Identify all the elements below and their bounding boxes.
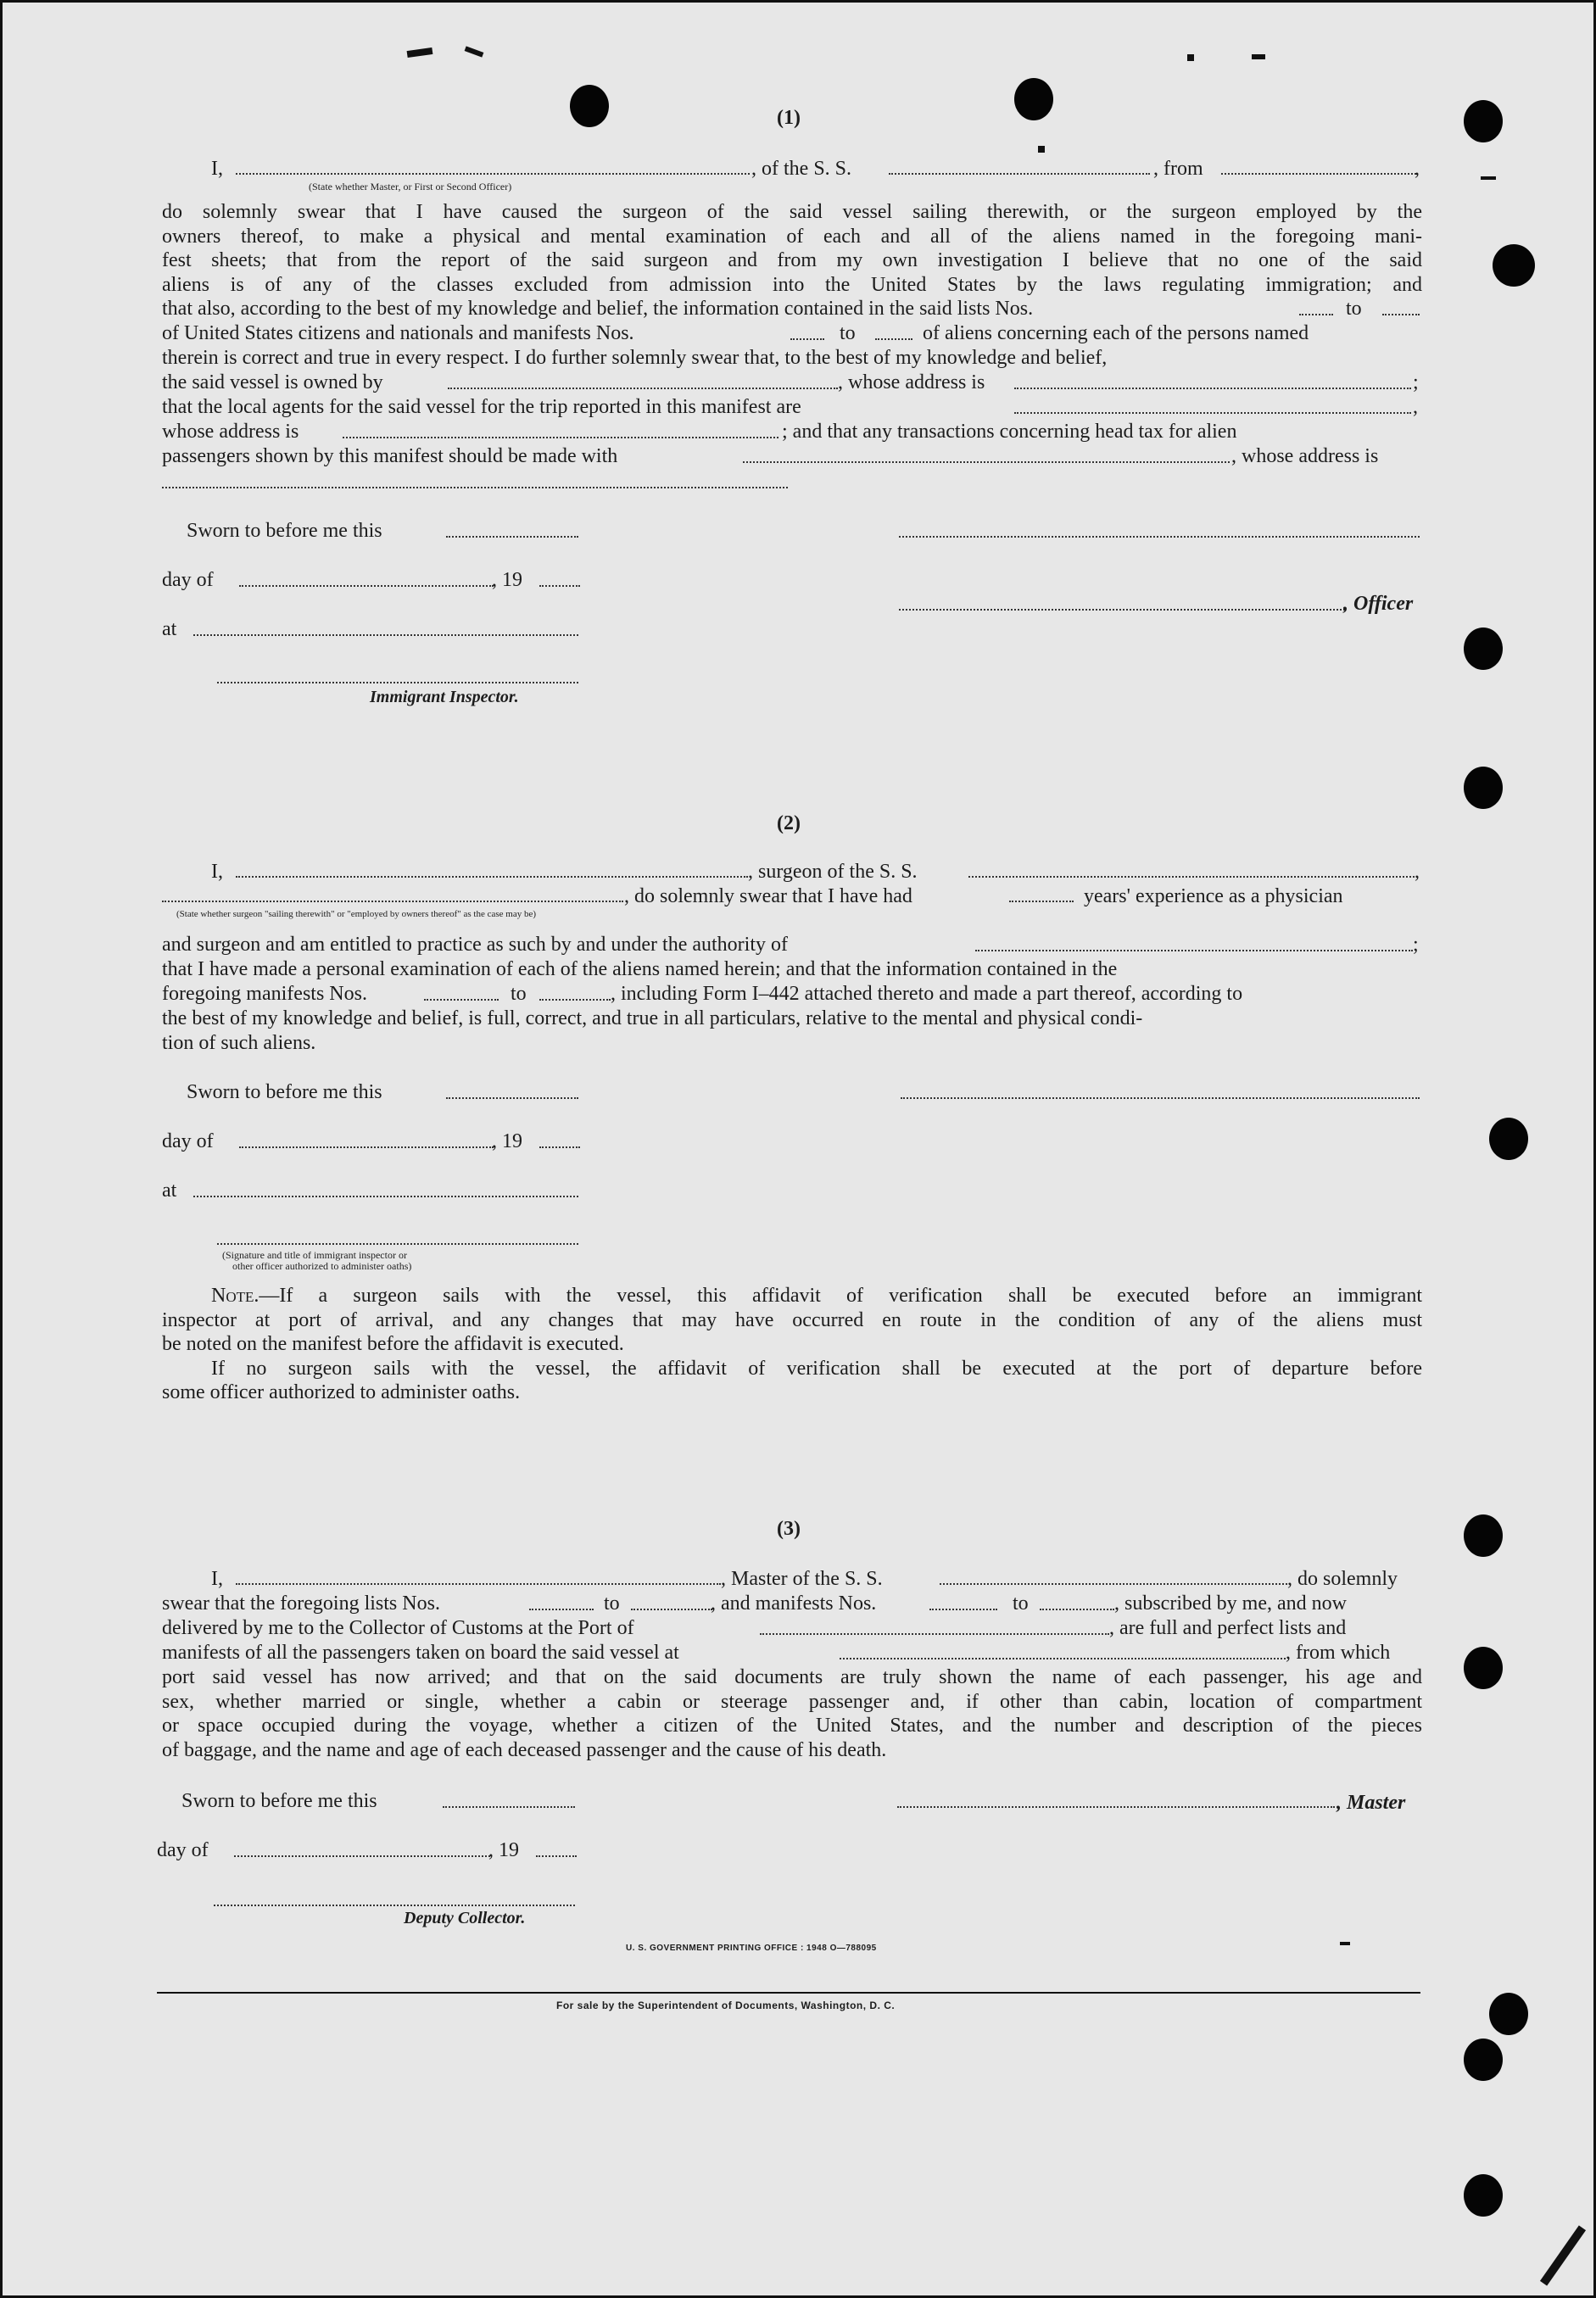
text: ; bbox=[1413, 934, 1419, 956]
blank-field[interactable] bbox=[236, 173, 750, 175]
text: , 19 bbox=[492, 1130, 522, 1152]
text-line: If no surgeon sails with the vessel, the affidavit of verification shall be executed at the port of departure before bbox=[211, 1357, 1422, 1380]
text: , subscribed by me, and now bbox=[1114, 1592, 1347, 1615]
blank-field[interactable] bbox=[443, 1806, 575, 1808]
text-line: port said vessel has now arrived; and that on the said documents are truly shown the name of each passenger, his age and bbox=[162, 1666, 1422, 1688]
punch-hole bbox=[1464, 1514, 1503, 1557]
blank-field[interactable] bbox=[539, 999, 611, 1001]
note-text: —If a surgeon sails with the vessel, this affidavit of verification shall be executed before an immigrant bbox=[259, 1285, 1422, 1307]
speck bbox=[1340, 1942, 1350, 1945]
text: passengers shown by this manifest should be made with bbox=[162, 445, 618, 467]
speck bbox=[1187, 54, 1194, 61]
text: therein is correct and true in every respect. I do further solemnly swear that, to the best of my knowledge and belief, bbox=[162, 347, 1108, 369]
blank-field[interactable] bbox=[1299, 314, 1333, 315]
text-line: of baggage, and the name and age of each deceased passenger and the cause of his death. bbox=[162, 1738, 887, 1761]
text: that I have made a personal examination of each of the aliens named herein; and that the information contained in the bbox=[162, 958, 1118, 980]
text: , Master of the S. S. bbox=[721, 1568, 883, 1590]
blank-field[interactable] bbox=[239, 1146, 494, 1148]
blank-field[interactable] bbox=[193, 1196, 578, 1197]
blank-field[interactable] bbox=[1040, 1609, 1114, 1610]
text: of United States citizens and nationals and manifests Nos. bbox=[162, 322, 634, 344]
punch-hole bbox=[1489, 1118, 1528, 1160]
blank-field[interactable] bbox=[975, 950, 1413, 951]
text: to bbox=[604, 1592, 620, 1615]
speck bbox=[1252, 54, 1265, 59]
text: swear that the foregoing lists Nos. bbox=[162, 1592, 440, 1615]
text: , bbox=[1413, 396, 1418, 418]
text: that also, according to the best of my knowledge and belief, the information contained in the said lists Nos. bbox=[162, 298, 1034, 320]
officer-label: , Officer bbox=[1343, 593, 1414, 615]
text: ; and that any transactions concerning head tax for alien bbox=[782, 421, 1237, 443]
speck bbox=[1038, 146, 1045, 153]
text: , bbox=[1415, 861, 1420, 883]
punch-hole bbox=[570, 85, 609, 127]
punch-hole bbox=[1464, 627, 1503, 670]
text: , and manifests Nos. bbox=[711, 1592, 877, 1615]
signature-caption: other officer authorized to administer oaths) bbox=[232, 1260, 412, 1272]
blank-field[interactable] bbox=[193, 634, 578, 636]
signature-line[interactable] bbox=[899, 536, 1420, 538]
text: manifests of all the passengers taken on board the said vessel at bbox=[162, 1642, 679, 1664]
text: Sworn to before me this bbox=[187, 1081, 382, 1103]
text: I, bbox=[211, 1568, 223, 1590]
text: , 19 bbox=[492, 569, 522, 591]
text-line: aliens is of any of the classes excluded from admission into the United States by the laws regulating immigration; and bbox=[162, 273, 1422, 296]
signature-caption: (Signature and title of immigrant inspector or bbox=[222, 1249, 407, 1261]
text: that the local agents for the said vessel for the trip reported in this manifest are bbox=[162, 396, 801, 418]
divider bbox=[157, 1992, 1420, 1994]
blank-field[interactable] bbox=[424, 999, 499, 1001]
blank-field[interactable] bbox=[1221, 173, 1416, 175]
section-number: (1) bbox=[777, 107, 801, 129]
blank-field[interactable] bbox=[1009, 901, 1074, 902]
text-line: inspector at port of arrival, and any changes that may have occurred en route in the condition of any of the aliens must bbox=[162, 1308, 1422, 1331]
text: tion of such aliens. bbox=[162, 1032, 316, 1054]
text-line: be noted on the manifest before the affidavit is executed. bbox=[162, 1333, 624, 1356]
text-line: or space occupied during the voyage, whether a citizen of the United States, and the number and description of the pieces bbox=[162, 1715, 1422, 1737]
signature-line[interactable] bbox=[217, 1243, 578, 1245]
text: I, bbox=[211, 861, 223, 883]
punch-hole bbox=[1493, 244, 1535, 287]
text: the said vessel is owned by bbox=[162, 371, 383, 393]
blank-field[interactable] bbox=[929, 1609, 997, 1610]
text-line: do solemnly swear that I have caused the surgeon of the said vessel sailing therewith, or the surgeon employed by the bbox=[162, 201, 1422, 223]
text: I, bbox=[211, 158, 223, 180]
deputy-collector-label: Deputy Collector. bbox=[404, 1909, 526, 1927]
text: Sworn to before me this bbox=[187, 520, 382, 542]
text: delivered by me to the Collector of Customs at the Port of bbox=[162, 1617, 634, 1639]
note-paragraph bbox=[162, 1284, 1422, 1405]
text-line bbox=[162, 1284, 1422, 1308]
signature-line[interactable] bbox=[901, 1097, 1420, 1099]
master-label: , Master bbox=[1337, 1792, 1406, 1814]
speck bbox=[1481, 176, 1496, 180]
punch-hole bbox=[1464, 767, 1503, 809]
text: the best of my knowledge and belief, is full, correct, and true in all particulars, relative to the mental and physical condi- bbox=[162, 1007, 1143, 1029]
text: foregoing manifests Nos. bbox=[162, 983, 367, 1005]
text-line: owners thereof, to make a physical and mental examination of each and all of the aliens named in the foregoing mani- bbox=[162, 225, 1422, 248]
field-caption: (State whether Master, or First or Second Officer) bbox=[309, 181, 512, 192]
text: to bbox=[840, 322, 856, 344]
blank-field[interactable] bbox=[239, 585, 494, 587]
text: day of bbox=[162, 1130, 214, 1152]
affidavit-paragraph bbox=[162, 1665, 1422, 1762]
text: , bbox=[1415, 158, 1420, 180]
inspector-label: Immigrant Inspector. bbox=[370, 688, 519, 706]
punch-hole bbox=[1464, 2039, 1503, 2081]
text: , do solemnly swear that I have had bbox=[624, 885, 912, 907]
note-label: Note. bbox=[211, 1285, 259, 1307]
punch-hole bbox=[1014, 78, 1053, 120]
text-line: some officer authorized to administer oaths. bbox=[162, 1381, 521, 1404]
text-line: sex, whether married or single, whether a cabin or steerage passenger and, if other than cabin, location of compartment bbox=[162, 1690, 1422, 1713]
text: , from bbox=[1153, 158, 1203, 180]
blank-field[interactable] bbox=[236, 1583, 721, 1585]
text: at bbox=[162, 1180, 177, 1202]
blank-field[interactable] bbox=[631, 1609, 712, 1610]
section-number: (2) bbox=[777, 812, 801, 834]
blank-field[interactable] bbox=[968, 876, 1415, 878]
blank-field[interactable] bbox=[446, 1097, 578, 1099]
text: to bbox=[1346, 298, 1362, 320]
text: day of bbox=[162, 569, 214, 591]
printing-office-line: U. S. GOVERNMENT PRINTING OFFICE : 1948 O—788095 bbox=[626, 1944, 877, 1953]
blank-field[interactable] bbox=[446, 536, 578, 538]
blank-field[interactable] bbox=[790, 338, 824, 340]
blank-field[interactable] bbox=[1014, 412, 1411, 414]
punch-hole bbox=[1489, 1993, 1528, 2035]
blank-field[interactable] bbox=[743, 461, 1230, 463]
blank-field[interactable] bbox=[343, 437, 778, 438]
punch-hole bbox=[1464, 1647, 1503, 1689]
text: , from which bbox=[1286, 1642, 1391, 1664]
blank-field[interactable] bbox=[875, 338, 912, 340]
blank-field[interactable] bbox=[162, 901, 623, 902]
text: , of the S. S. bbox=[751, 158, 852, 180]
section-number: (3) bbox=[777, 1518, 801, 1540]
blank-field[interactable] bbox=[448, 388, 838, 389]
text-line: fest sheets; that from the report of the said surgeon and from my own investigation I believe that no one of the said bbox=[162, 249, 1422, 272]
blank-field[interactable] bbox=[760, 1633, 1109, 1635]
blank-field[interactable] bbox=[234, 1855, 490, 1857]
text: to bbox=[511, 983, 527, 1005]
text: , including Form I–442 attached thereto and made a part thereof, according to bbox=[611, 983, 1243, 1005]
text: at bbox=[162, 618, 177, 640]
blank-field[interactable] bbox=[529, 1609, 594, 1610]
sale-notice: For sale by the Superintendent of Documents, Washington, D. C. bbox=[556, 2000, 896, 2011]
text: , are full and perfect lists and bbox=[1109, 1617, 1347, 1639]
blank-field[interactable] bbox=[1014, 388, 1411, 389]
field-caption: (State whether surgeon "sailing therewith" or "employed by owners thereof" as the case may be) bbox=[176, 909, 537, 919]
text: and surgeon and am entitled to practice as such by and under the authority of bbox=[162, 934, 788, 956]
signature-line[interactable] bbox=[217, 682, 578, 683]
blank-field[interactable] bbox=[1382, 314, 1420, 315]
blank-field[interactable] bbox=[162, 487, 788, 488]
blank-field[interactable] bbox=[840, 1658, 1286, 1659]
text: day of bbox=[157, 1839, 209, 1861]
punch-hole bbox=[1464, 2174, 1503, 2217]
blank-field[interactable] bbox=[536, 1855, 577, 1857]
text: to bbox=[1013, 1592, 1029, 1615]
signature-line[interactable] bbox=[897, 1806, 1335, 1808]
text: , 19 bbox=[488, 1839, 519, 1861]
blank-field[interactable] bbox=[539, 585, 580, 587]
affidavit-paragraph bbox=[162, 200, 1422, 297]
blank-field[interactable] bbox=[889, 173, 1150, 175]
text: , whose address is bbox=[838, 371, 985, 393]
text: ; bbox=[1413, 371, 1419, 393]
text: whose address is bbox=[162, 421, 299, 443]
text: Sworn to before me this bbox=[181, 1790, 377, 1812]
text: , whose address is bbox=[1231, 445, 1379, 467]
text: years' experience as a physician bbox=[1084, 885, 1343, 907]
text: , surgeon of the S. S. bbox=[748, 861, 918, 883]
blank-field[interactable] bbox=[539, 1146, 580, 1148]
text: , do solemnly bbox=[1287, 1568, 1398, 1590]
text: of aliens concerning each of the persons named bbox=[923, 322, 1309, 344]
signature-line[interactable] bbox=[899, 609, 1345, 611]
punch-hole bbox=[1464, 100, 1503, 142]
blank-field[interactable] bbox=[236, 876, 748, 878]
blank-field[interactable] bbox=[940, 1583, 1287, 1585]
